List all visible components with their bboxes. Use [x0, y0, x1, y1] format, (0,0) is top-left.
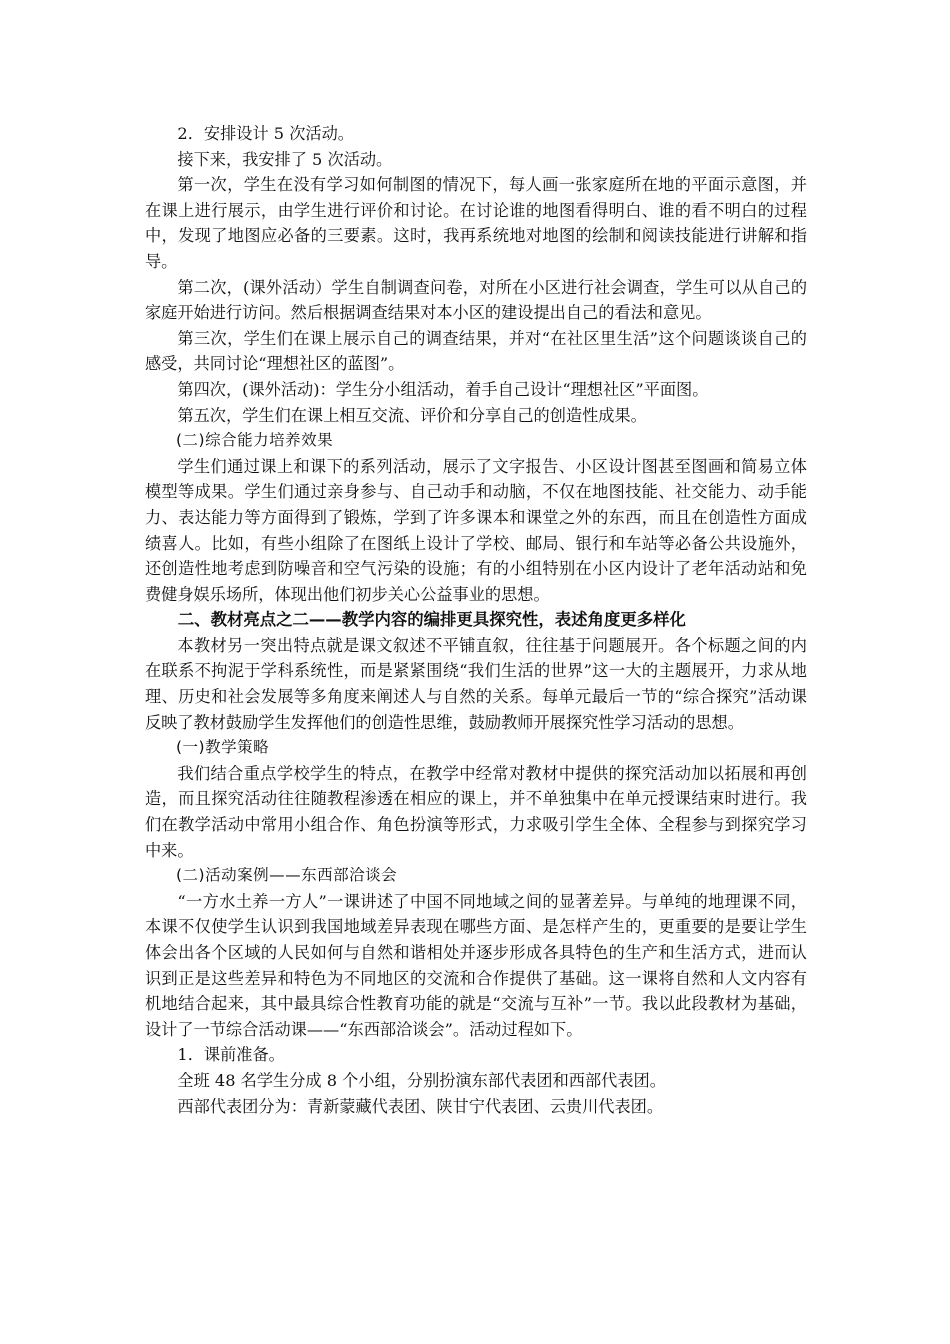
- body-paragraph: 学生们通过课上和课下的系列活动，展示了文字报告、小区设计图甚至图画和简易立体模型等成果。学生们通过亲身参与、自己动手和动脑，不仅在地图技能、社交能力、动手能力、表达能力等方面得到了锻炼，学到了许多课本和课堂之外的东西，而且在创造性方面成绩喜人。比如，有些小组除了在图纸上设计了学校、邮局、银行和车站等必备公共设施外，还创造性地考虑到防噪音和空气污染的设施；有的小组特别在小区内设计了老年活动站和免费健身娱乐场所，体现出他们初步关心公益事业的思想。: [145, 456, 807, 604]
- body-paragraph: 我们结合重点学校学生的特点，在教学中经常对教材中提供的探究活动加以拓展和再创造，而且探究活动往往随教程渗透在相应的课上，并不单独集中在单元授课结束时进行。我们在教学活动中常用小组合作、角色扮演等形式，力求吸引学生全体、全程参与到探究学习中来。: [145, 763, 807, 860]
- body-paragraph: 第二次，(课外活动）学生自制调查问卷，对所在小区进行社会调查，学生可以从自己的家庭开始进行访问。然后根据调查结果对本小区的建设提出自己的看法和意见。: [145, 277, 807, 323]
- subsection-heading: (二)综合能力培养效果: [176, 431, 334, 450]
- body-paragraph: 西部代表团分为：青新蒙藏代表团、陕甘宁代表团、云贵川代表团。: [177, 1096, 664, 1116]
- document-page: [145, 121, 807, 1119]
- list-step-2-title: 2．安排设计 5 次活动。: [177, 124, 354, 143]
- section-heading: 二、教材亮点之二——教学内容的编排更具探究性，表述角度更多样化: [177, 610, 686, 630]
- body-paragraph: 本教材另一突出特点就是课文叙述不平铺直叙，往往基于问题展开。各个标题之间的内在联系不拘泥于学科系统性，而是紧紧围绕“我们生活的世界”这一大的主题展开，力求从地理、历史和社会发展等多角度来阐述人与自然的关系。每单元最后一节的“综合探究”活动课反映了教材鼓励学生发挥他们的创造性思维，鼓励教师开展探究性学习活动的思想。: [145, 635, 807, 732]
- body-paragraph: 接下来，我安排了 5 次活动。: [177, 149, 393, 169]
- list-step-1-title: 1．课前准备。: [177, 1045, 285, 1065]
- body-paragraph: 全班 48 名学生分成 8 个小组，分别扮演东部代表团和西部代表团。: [177, 1070, 666, 1090]
- body-paragraph: “一方水土养一方人”一课讲述了中国不同地域之间的显著差异。与单纯的地理课不同，本课不仅使学生认识到我国地域差异表现在哪些方面、是怎样产生的，更重要的是要让学生体会出各个区域的人民如何与自然和谐相处并逐步形成各具特色的生产和生活方式，进而认识到正是这些差异和特色为不同地区的交流和合作提供了基础。这一课将自然和人文内容有机地结合起来，其中最具综合性教育功能的就是“交流与互补”一节。我以此段教材为基础，设计了一节综合活动课——“东西部洽谈会”。活动过程如下。: [145, 891, 807, 1039]
- body-paragraph: 第四次，(课外活动)：学生分小组活动，着手自己设计“理想社区”平面图。: [177, 379, 709, 399]
- body-paragraph: 第五次，学生们在课上相互交流、评价和分享自己的创造性成果。: [177, 405, 647, 425]
- subsection-heading: (二)活动案例——东西部洽谈会: [176, 866, 398, 885]
- body-paragraph: 第一次，学生在没有学习如何制图的情况下，每人画一张家庭所在地的平面示意图，并在课上进行展示，由学生进行评价和讨论。在讨论谁的地图看得明白、谁的看不明白的过程中，发现了地图应必备的三要素。这时，我再系统地对地图的绘制和阅读技能进行讲解和指导。: [145, 175, 807, 271]
- body-paragraph: 第三次，学生们在课上展示自己的调查结果，并对“在社区里生活”这个问题谈谈自己的感受，共同讨论“理想社区的蓝图”。: [145, 328, 807, 374]
- subsection-heading: (一)教学策略: [176, 738, 270, 757]
